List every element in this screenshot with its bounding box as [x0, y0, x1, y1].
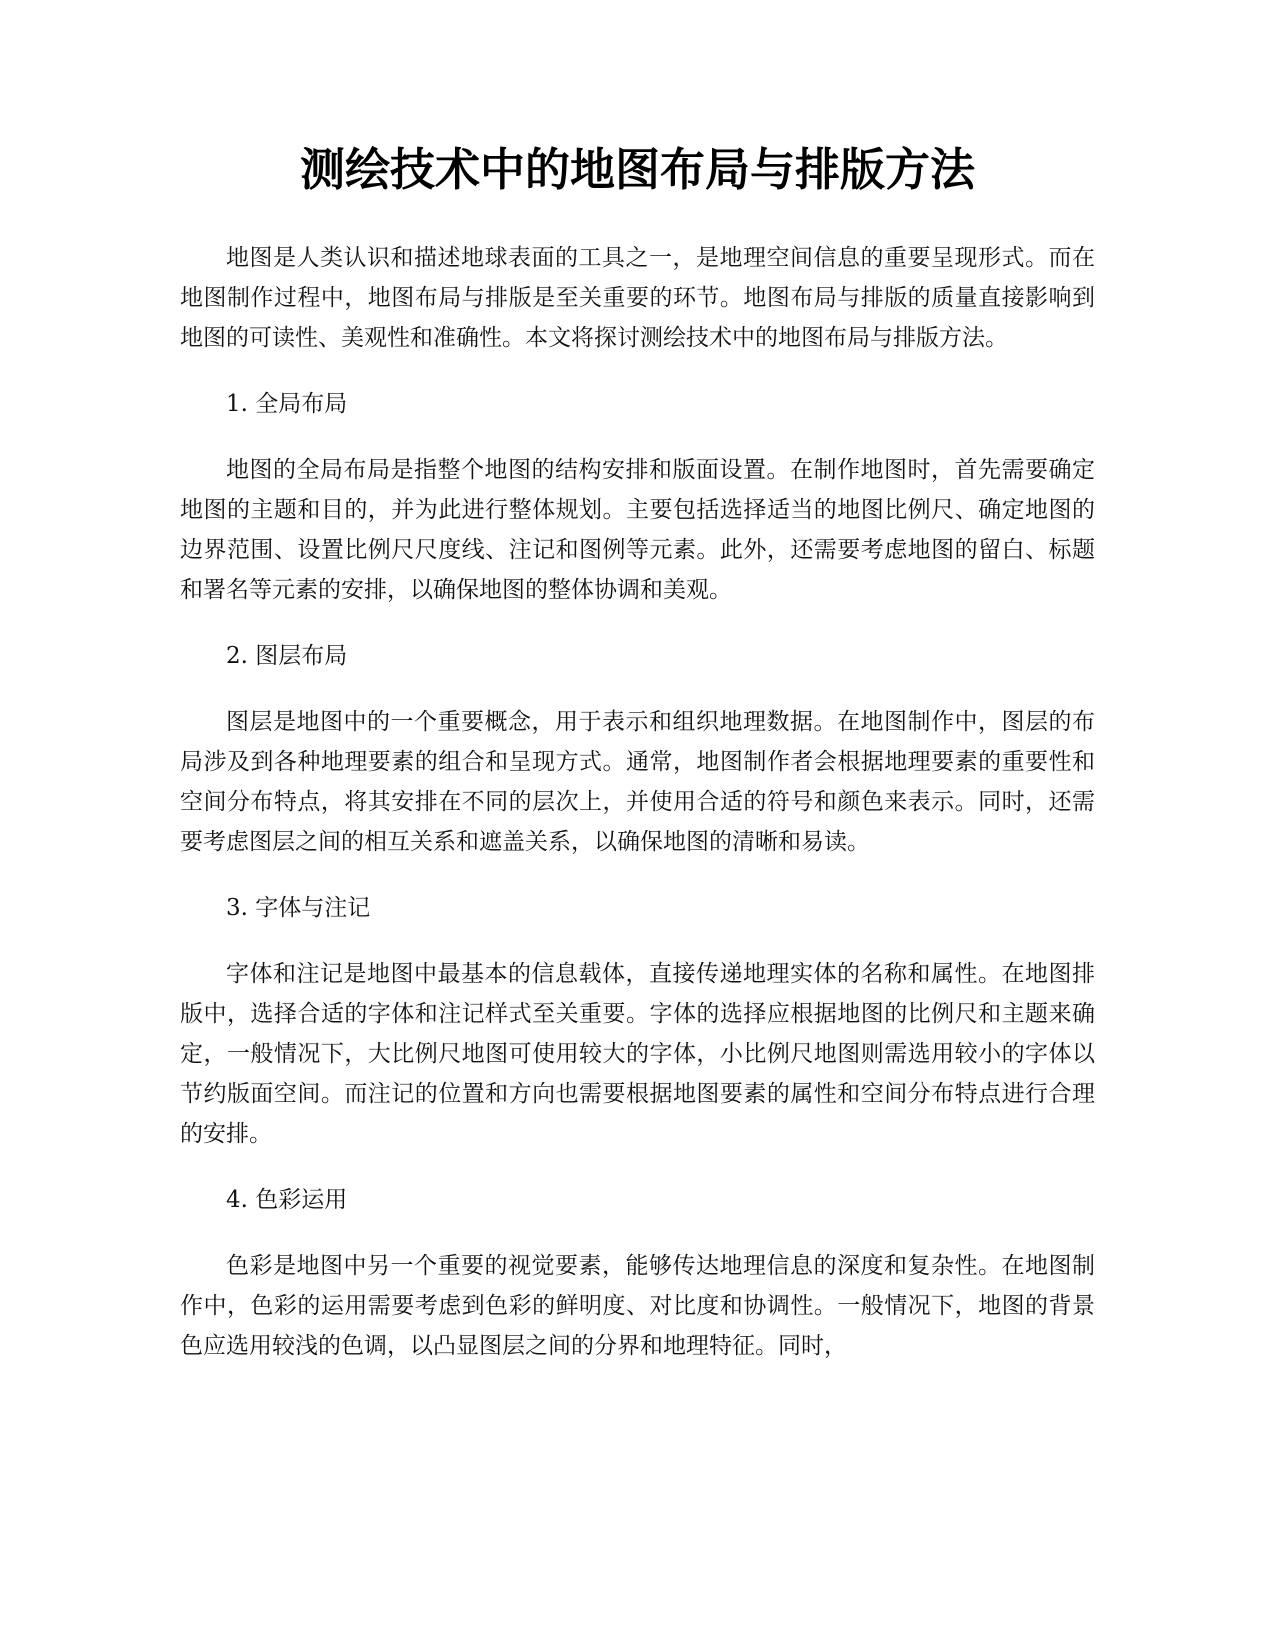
section-heading-color-usage: 4. 色彩运用	[226, 1187, 348, 1213]
section-paragraph-color-usage: 色彩是地图中另一个重要的视觉要素，能够传达地理信息的深度和复杂性。在地图制作中，色彩的运用需要考虑到色彩的鲜明度、对比度和协调性。一般情况下，地图的背景色应选用较浅的色调，以凸显图层之间的分界和地理特征。同时，	[180, 1253, 1095, 1359]
intro-paragraph: 地图是人类认识和描述地球表面的工具之一，是地理空间信息的重要呈现形式。而在地图制作过程中，地图布局与排版是至关重要的环节。地图布局与排版的质量直接影响到地图的可读性、美观性和准确性。本文将探讨测绘技术中的地图布局与排版方法。	[180, 245, 1095, 351]
section-paragraph-fonts-annotations: 字体和注记是地图中最基本的信息载体，直接传递地理实体的名称和属性。在地图排版中，选择合适的字体和注记样式至关重要。字体的选择应根据地图的比例尺和主题来确定，一般情况下，大比例尺地图可使用较大的字体，小比例尺地图则需选用较小的字体以节约版面空间。而注记的位置和方向也需要根据地图要素的属性和空间分布特点进行合理的安排。	[180, 961, 1095, 1147]
section-heading-fonts-annotations: 3. 字体与注记	[226, 895, 371, 921]
section-heading-layer-layout: 2. 图层布局	[226, 643, 348, 669]
section-paragraph-layer-layout: 图层是地图中的一个重要概念，用于表示和组织地理数据。在地图制作中，图层的布局涉及到各种地理要素的组合和呈现方式。通常，地图制作者会根据地理要素的重要性和空间分布特点，将其安排在不同的层次上，并使用合适的符号和颜色来表示。同时，还需要考虑图层之间的相互关系和遮盖关系，以确保地图的清晰和易读。	[180, 709, 1095, 855]
section-paragraph-global-layout: 地图的全局布局是指整个地图的结构安排和版面设置。在制作地图时，首先需要确定地图的主题和目的，并为此进行整体规划。主要包括选择适当的地图比例尺、确定地图的边界范围、设置比例尺尺度线、注记和图例等元素。此外，还需要考虑地图的留白、标题和署名等元素的安排，以确保地图的整体协调和美观。	[180, 457, 1095, 603]
document-page	[180, 140, 1095, 1392]
section-heading-global-layout: 1. 全局布局	[226, 391, 348, 417]
document-title: 测绘技术中的地图布局与排版方法	[299, 143, 975, 196]
